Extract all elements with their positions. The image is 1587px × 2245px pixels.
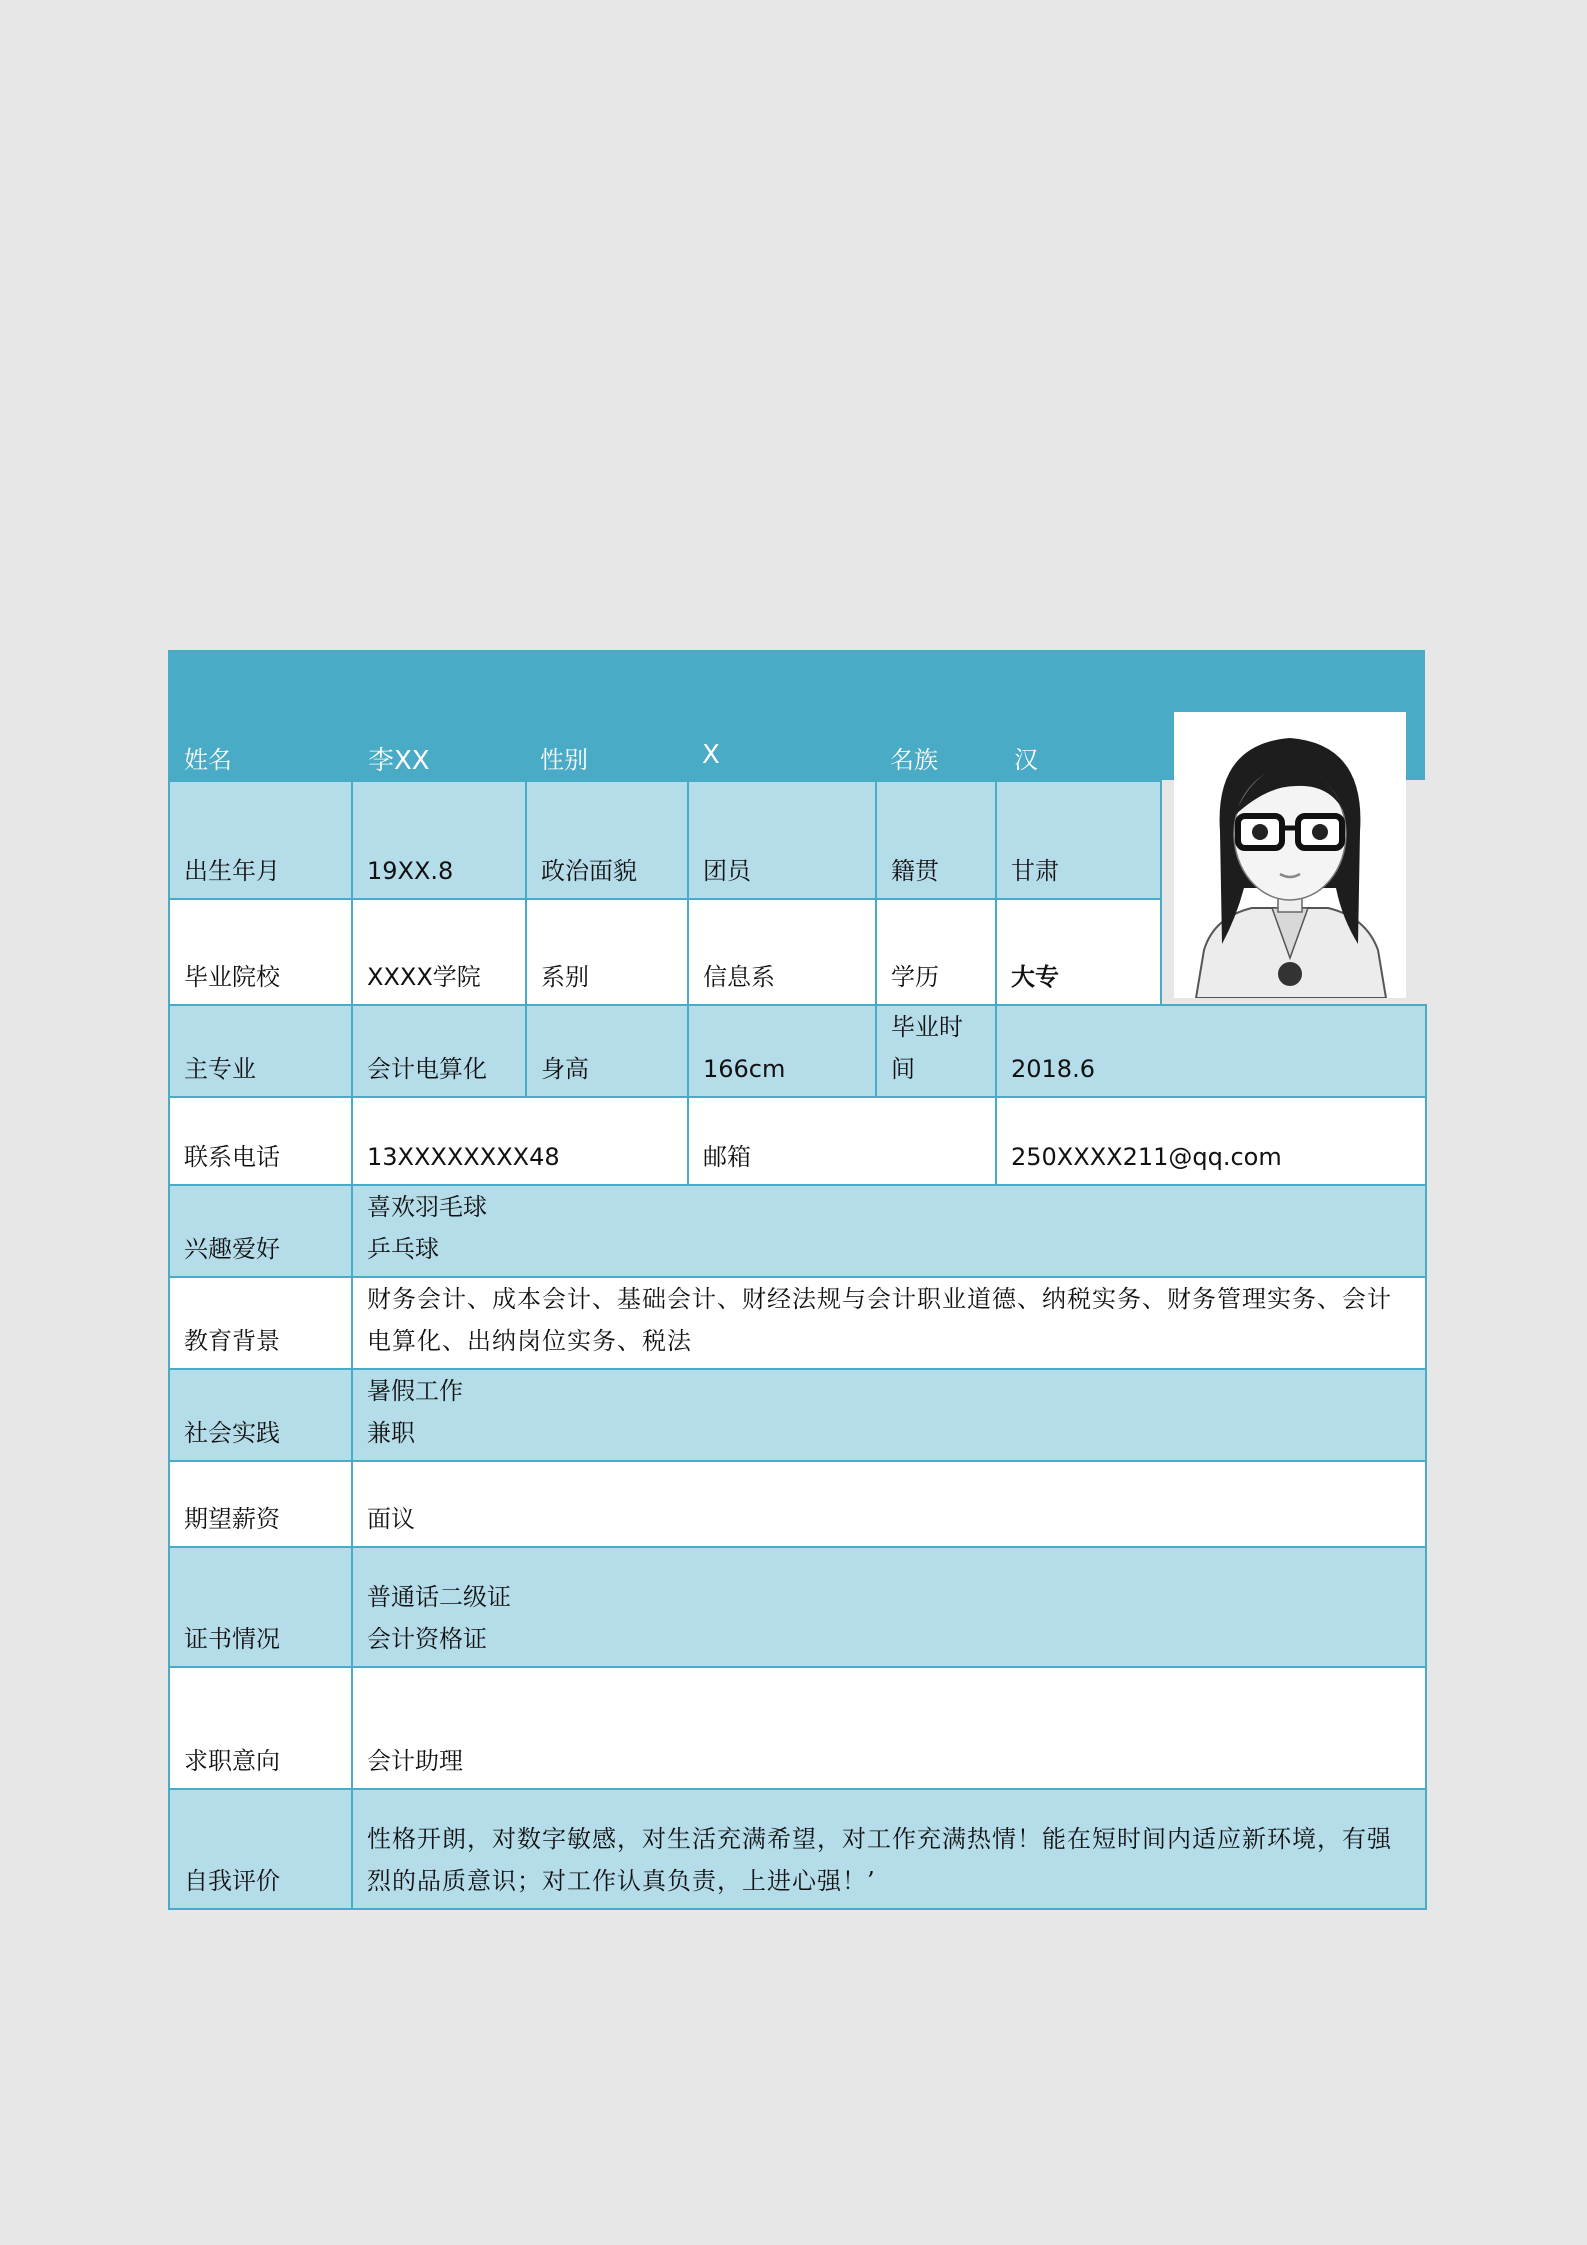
practice-line: 暑假工作	[367, 1377, 463, 1405]
hobby-label: 兴趣爱好	[169, 1185, 352, 1277]
resume-form	[168, 650, 1425, 1910]
job-label: 求职意向	[169, 1667, 352, 1789]
email-value: 250XXXX211@qq.com	[996, 1097, 1426, 1185]
ethnicity-value: 汉	[1014, 746, 1038, 774]
row-cert	[169, 1547, 1426, 1667]
profile-photo	[1174, 712, 1406, 998]
salary-label: 期望薪资	[169, 1461, 352, 1547]
row-salary	[169, 1461, 1426, 1547]
political-value: 团员	[688, 781, 876, 899]
row-education	[169, 1277, 1426, 1369]
major-value: 会计电算化	[352, 1005, 526, 1097]
job-value: 会计助理	[352, 1667, 1426, 1789]
gender-value: X	[702, 740, 720, 770]
row-hobby	[169, 1185, 1426, 1277]
practice-line: 兼职	[367, 1419, 415, 1447]
header-row	[168, 740, 1168, 776]
height-label: 身高	[526, 1005, 688, 1097]
cert-line: 普通话二级证	[367, 1583, 511, 1611]
hobby-line: 乒乓球	[367, 1235, 439, 1263]
education-value: 财务会计、成本会计、基础会计、财经法规与会计职业道德、纳税实务、财务管理实务、会计电算化、出纳岗位实务、税法	[352, 1277, 1426, 1369]
edu-label: 学历	[876, 899, 996, 1005]
practice-value	[352, 1369, 1426, 1461]
email-label: 邮箱	[688, 1097, 996, 1185]
cert-line: 会计资格证	[367, 1625, 487, 1653]
school-value: XXXX学院	[352, 899, 526, 1005]
dept-value: 信息系	[688, 899, 876, 1005]
self-label: 自我评价	[169, 1789, 352, 1909]
political-label: 政治面貌	[526, 781, 688, 899]
row-major	[169, 1005, 1426, 1097]
name-value: 李XX	[368, 746, 430, 776]
gradtime-label: 毕业时间	[876, 1005, 996, 1097]
row-job	[169, 1667, 1426, 1789]
avatar-icon	[1174, 712, 1406, 998]
hobby-value	[352, 1185, 1426, 1277]
height-value: 166cm	[688, 1005, 876, 1097]
practice-label: 社会实践	[169, 1369, 352, 1461]
cert-value	[352, 1547, 1426, 1667]
edu-value: 大专	[996, 899, 1161, 1005]
hobby-line: 喜欢羽毛球	[367, 1193, 487, 1221]
row-self	[169, 1789, 1426, 1909]
self-value: 性格开朗，对数字敏感，对生活充满希望，对工作充满热情！能在短时间内适应新环境，有强烈的品质意识；对工作认真负责，上进心强！’	[352, 1789, 1426, 1909]
school-label: 毕业院校	[169, 899, 352, 1005]
education-label: 教育背景	[169, 1277, 352, 1369]
row-practice	[169, 1369, 1426, 1461]
phone-value: 13XXXXXXXX48	[352, 1097, 688, 1185]
birth-label: 出生年月	[169, 781, 352, 899]
major-label: 主专业	[169, 1005, 352, 1097]
native-label: 籍贯	[876, 781, 996, 899]
gender-label: 性别	[540, 746, 588, 774]
name-label: 姓名	[184, 746, 232, 774]
salary-value: 面议	[352, 1461, 1426, 1547]
dept-label: 系别	[526, 899, 688, 1005]
cert-label: 证书情况	[169, 1547, 352, 1667]
row-phone	[169, 1097, 1426, 1185]
gradtime-value: 2018.6	[996, 1005, 1426, 1097]
birth-value: 19XX.8	[352, 781, 526, 899]
ethnicity-label: 名族	[890, 746, 938, 774]
native-value: 甘肃	[996, 781, 1161, 899]
phone-label: 联系电话	[169, 1097, 352, 1185]
